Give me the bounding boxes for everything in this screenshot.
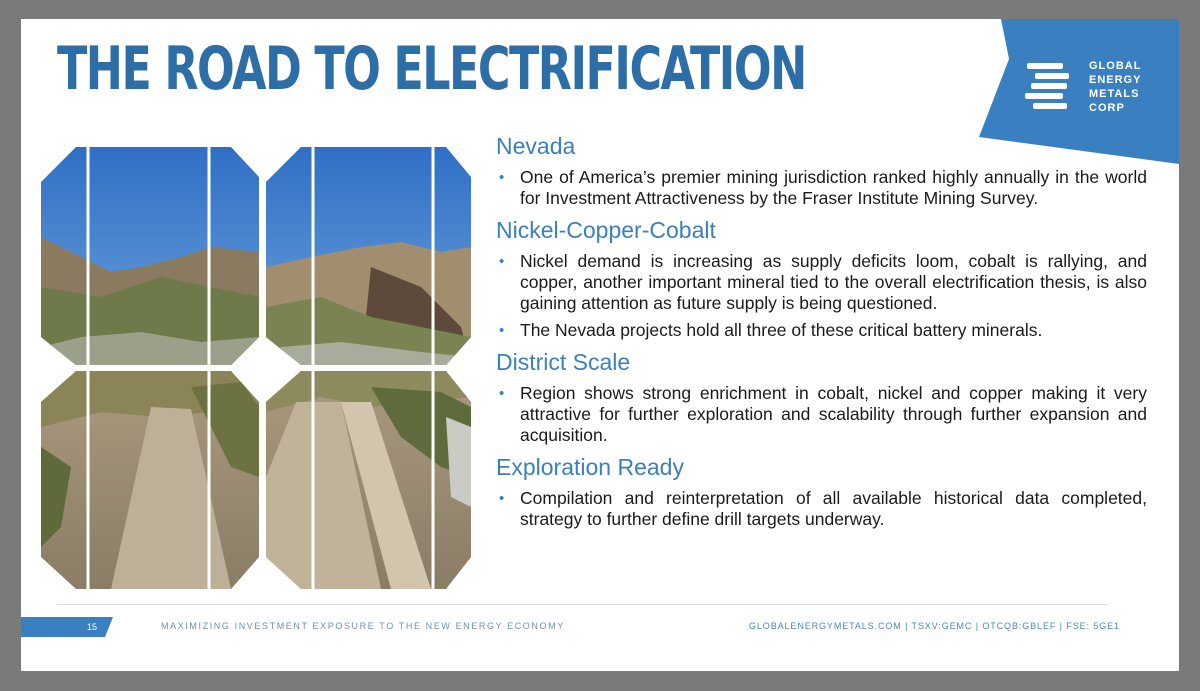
footer-tagline: MAXIMIZING INVESTMENT EXPOSURE TO THE NEW ENERGY ECONOMY: [161, 621, 565, 631]
nevada-photo-collage: [41, 147, 471, 589]
footer-divider: [57, 604, 1107, 605]
logo-line: CORP: [1089, 102, 1125, 114]
logo-line: METALS: [1089, 88, 1140, 100]
section-heading-exploration-ready: Exploration Ready: [496, 454, 684, 480]
bullet-text: Region shows strong enrichment in cobalt, nickel and copper making it very attractive for further exploration and scalability through further expansion and acquisition.: [520, 383, 1147, 445]
bullet-dot-icon: •: [499, 169, 505, 186]
bullet-dot-icon: •: [499, 490, 505, 507]
company-logo-text: [1089, 59, 1141, 115]
photo-trail-right: [266, 371, 471, 589]
page-number: 15: [87, 622, 98, 632]
photo-mountain-left: [41, 147, 259, 365]
bullet-item: [496, 320, 1147, 341]
bullet-item: [496, 251, 1147, 314]
logo-line: ENERGY: [1089, 74, 1142, 86]
bullet-text: Compilation and reinterpretation of all available historical data completed, strategy to further define drill targets underway.: [520, 488, 1147, 529]
bullet-item: [496, 488, 1147, 530]
bullet-dot-icon: •: [499, 322, 505, 339]
bullet-text: Nickel demand is increasing as supply deficits loom, cobalt is rallying, and copper, another important mineral tied to the overall electrification thesis, is also gaining attention as future supply is being questioned.: [520, 251, 1147, 313]
section-heading-nickel-copper-cobalt: Nickel-Copper-Cobalt: [496, 217, 716, 243]
slide-content: [496, 131, 1147, 536]
section-heading-district-scale: District Scale: [496, 349, 631, 375]
logo-line: GLOBAL: [1089, 60, 1142, 72]
page-number-bar: [21, 617, 113, 637]
presentation-slide: [21, 19, 1179, 671]
bullet-text: The Nevada projects hold all three of these critical battery minerals.: [520, 320, 1043, 340]
bullet-dot-icon: •: [499, 253, 505, 270]
section-heading-nevada: Nevada: [496, 133, 576, 159]
footer-tickers: GLOBALENERGYMETALS.COM | TSXV:GEMC | OTCQB:GBLEF | FSE: 5GE1: [749, 621, 1120, 631]
bullet-item: [496, 167, 1147, 209]
bullet-item: [496, 383, 1147, 446]
photo-mountain-right: [266, 147, 471, 365]
bullet-text: One of America’s premier mining jurisdiction ranked highly annually in the world for Investment Attractiveness by the Fraser Institute Mining Survey.: [520, 167, 1147, 208]
slide-title: THE ROAD TO ELECTRIFICATION: [57, 34, 806, 104]
photo-trail-left: [41, 371, 259, 589]
bullet-dot-icon: •: [499, 385, 505, 402]
stacked-bars-logo-icon: [1021, 57, 1081, 115]
